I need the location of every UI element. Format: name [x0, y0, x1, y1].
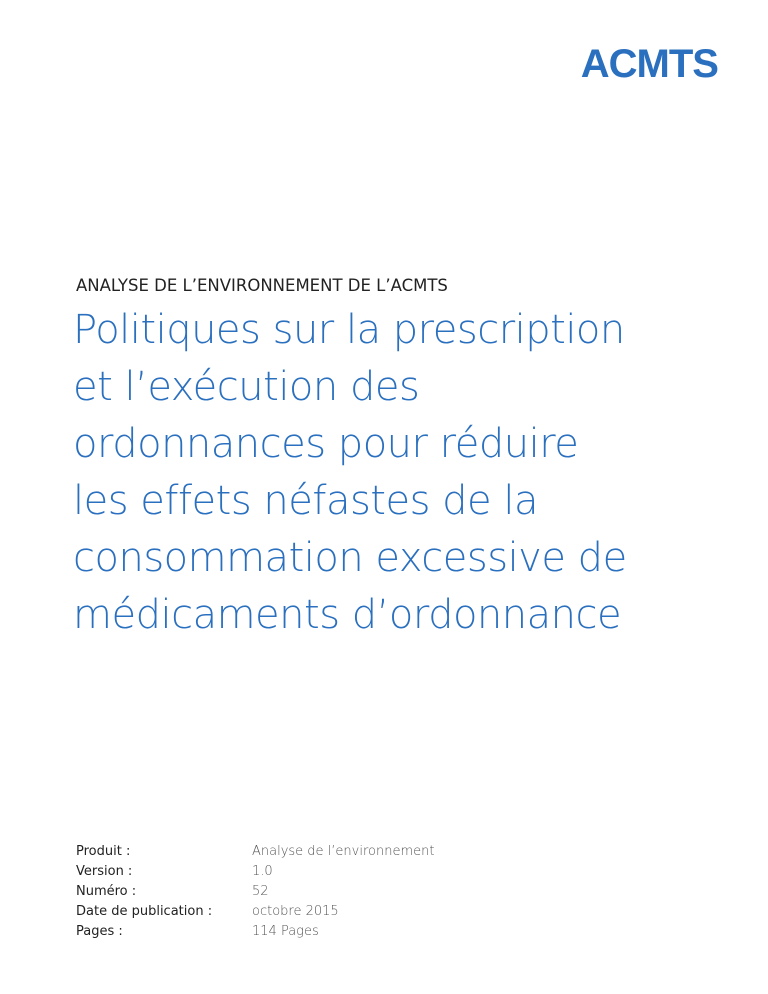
title-line: les effets néfastes de la: [73, 478, 538, 524]
title-line: médicaments d’ordonnance: [73, 592, 622, 638]
meta-label: Produit :: [76, 844, 131, 859]
meta-label: Numéro :: [76, 884, 137, 899]
meta-row-publication-date: [76, 902, 434, 922]
title-line: Politiques sur la prescription: [73, 307, 625, 353]
meta-value: 52: [252, 884, 269, 899]
meta-row-product: [76, 842, 434, 862]
meta-value: 114 Pages: [252, 924, 319, 939]
meta-value: Analyse de l’environnement: [252, 844, 435, 859]
meta-row-version: [76, 862, 434, 882]
document-title: [73, 302, 733, 644]
meta-row-number: [76, 882, 434, 902]
meta-label: Date de publication :: [76, 904, 213, 919]
meta-label: Pages :: [76, 924, 123, 939]
meta-value: 1.0: [252, 864, 273, 879]
title-line: ordonnances pour réduire: [73, 421, 579, 467]
series-label: ANALYSE DE L’ENVIRONNEMENT DE L’ACMTS: [76, 276, 448, 295]
publication-metadata: [76, 842, 434, 942]
meta-label: Version :: [76, 864, 133, 879]
acmts-logo: ACMTS: [580, 42, 718, 86]
meta-row-pages: [76, 922, 434, 942]
title-line: et l’exécution des: [73, 364, 420, 410]
title-line: consommation excessive de: [73, 535, 627, 581]
meta-value: octobre 2015: [252, 904, 339, 919]
